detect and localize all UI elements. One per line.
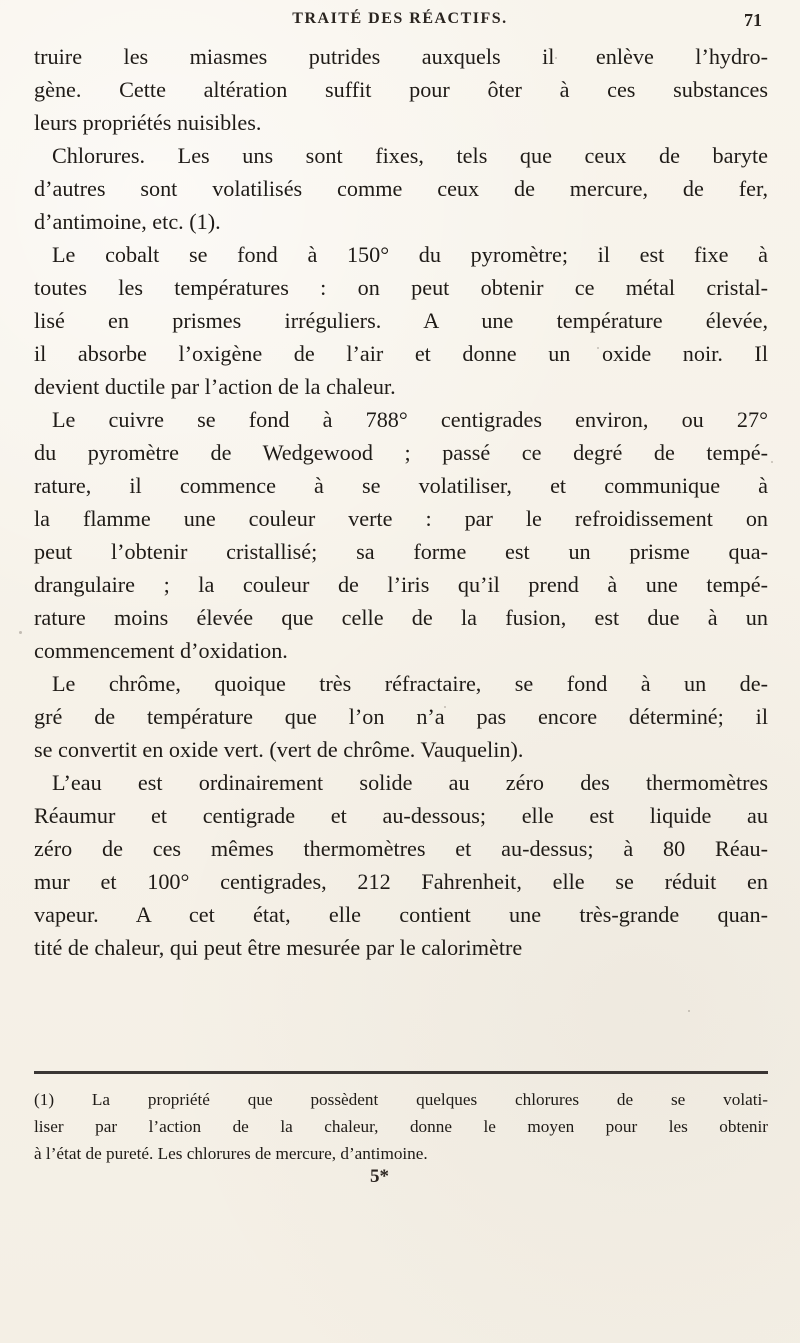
body-line: Réaumur et centigrade et au-dessous; elle est liquide au	[34, 803, 768, 828]
body-line: commencement d’oxidation.	[34, 638, 288, 663]
body-line: vapeur. A cet état, elle contient une très-grande quan-	[34, 902, 768, 927]
page-number: 71	[744, 10, 762, 30]
body-line: du pyromètre de Wedgewood ; passé ce degré de tempé-	[34, 440, 768, 465]
paper-speck	[555, 57, 557, 59]
body-line: Chlorures. Les uns sont fixes, tels que ceux de baryte	[52, 143, 768, 168]
body-line: zéro de ces mêmes thermomètres et au-dessus; à 80 Réau-	[34, 836, 768, 861]
footnote-line: à l’état de pureté. Les chlorures de mercure, d’antimoine.	[34, 1144, 428, 1163]
body-line: il absorbe l’oxigène de l’air et donne un oxide noir. Il	[34, 341, 768, 366]
body-line: la flamme une couleur verte : par le refroidissement on	[34, 506, 768, 531]
body-line: L’eau est ordinairement solide au zéro des thermomètres	[52, 770, 768, 795]
running-title: TRAITÉ DES RÉACTIFS.	[292, 10, 508, 27]
paper-speck	[444, 706, 446, 708]
signature-mark: 5*	[370, 1166, 389, 1187]
body-line: toutes les températures : on peut obtenir ce métal cristal-	[34, 275, 768, 300]
body-line: lisé en prismes irréguliers. A une température élevée,	[34, 308, 768, 333]
body-line: peut l’obtenir cristallisé; sa forme est un prisme qua-	[34, 539, 768, 564]
body-line: tité de chaleur, qui peut être mesurée par le calorimètre	[34, 935, 523, 960]
body-line: d’autres sont volatilisés comme ceux de mercure, de fer,	[34, 176, 768, 201]
main-text-block	[34, 40, 768, 964]
footnote-line: liser par l’action de la chaleur, donne le moyen pour les obtenir	[34, 1117, 768, 1136]
body-line: d’antimoine, etc. (1).	[34, 209, 221, 234]
footnote-block	[34, 1086, 768, 1167]
body-line: leurs propriétés nuisibles.	[34, 110, 262, 135]
body-line: gène. Cette altération suffit pour ôter à ces substances	[34, 77, 768, 102]
page-header	[0, 10, 800, 44]
body-line: rature, il commence à se volatiliser, et communique à	[34, 473, 768, 498]
body-line: drangulaire ; la couleur de l’iris qu’il prend à une tempé-	[34, 572, 768, 597]
paper-speck	[597, 347, 599, 349]
body-line: devient ductile par l’action de la chaleur.	[34, 374, 396, 399]
paper-speck	[771, 461, 773, 463]
body-line: Le cobalt se fond à 150° du pyromètre; il est fixe à	[52, 242, 768, 267]
footnote-divider	[34, 1071, 768, 1074]
body-line: rature moins élevée que celle de la fusion, est due à un	[34, 605, 768, 630]
body-line: se convertit en oxide vert. (vert de chrôme. Vauquelin).	[34, 737, 524, 762]
footnote-line: (1) La propriété que possèdent quelques chlorures de se volati-	[34, 1090, 768, 1109]
body-line: gré de température que l’on n’a pas encore déterminé; il	[34, 704, 768, 729]
body-line: truire les miasmes putrides auxquels il enlève l’hydro-	[34, 44, 768, 69]
paper-speck	[688, 1010, 690, 1012]
body-line: mur et 100° centigrades, 212 Fahrenheit, elle se réduit en	[34, 869, 768, 894]
paper-speck	[19, 631, 22, 634]
body-line: Le chrôme, quoique très réfractaire, se fond à un de-	[52, 671, 768, 696]
body-line: Le cuivre se fond à 788° centigrades environ, ou 27°	[52, 407, 768, 432]
